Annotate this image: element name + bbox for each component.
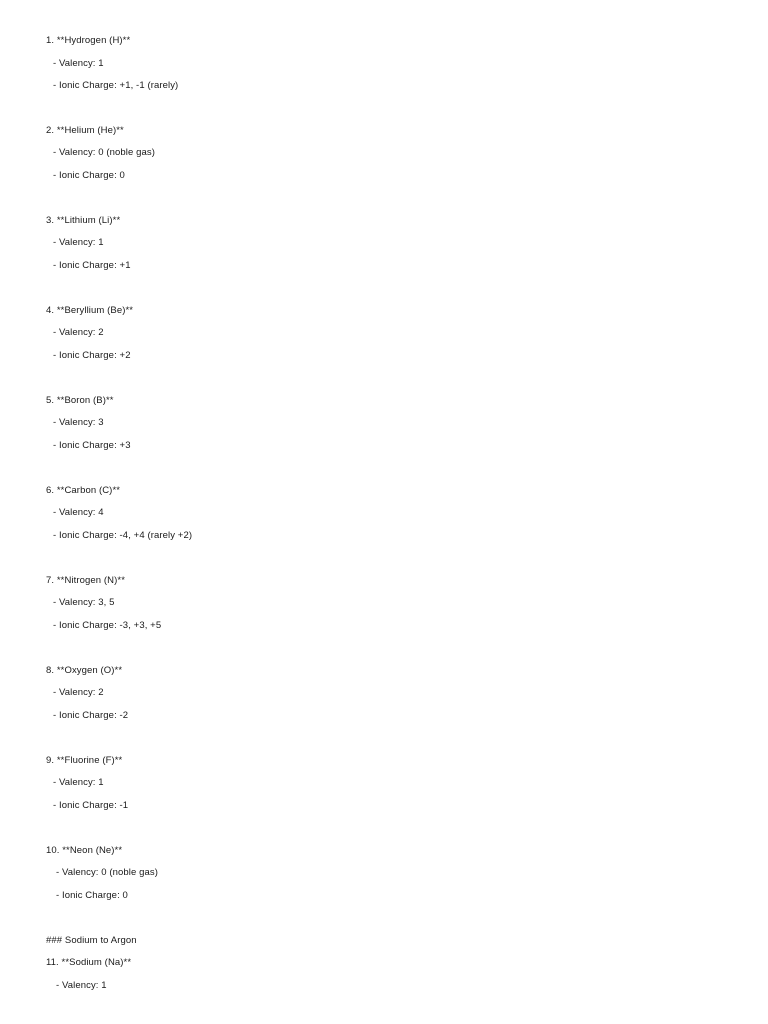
element-heading-carbon: 6. **Carbon (C)**	[46, 485, 121, 496]
valency-line: - Valency: 4	[53, 507, 104, 518]
element-heading-lithium: 3. **Lithium (Li)**	[46, 215, 121, 226]
section-heading: ### Sodium to Argon	[46, 935, 137, 946]
valency-line: - Valency: 1	[53, 58, 104, 69]
ionic-charge-line: - Ionic Charge: -4, +4 (rarely +2)	[53, 530, 193, 541]
valency-line: - Valency: 1	[56, 980, 107, 991]
ionic-charge-line: - Ionic Charge: -1	[53, 800, 129, 811]
valency-line: - Valency: 0 (noble gas)	[56, 867, 159, 878]
valency-line: - Valency: 0 (noble gas)	[53, 147, 156, 158]
ionic-charge-line: - Ionic Charge: 0	[56, 890, 128, 901]
valency-line: - Valency: 1	[53, 777, 104, 788]
valency-line: - Valency: 3, 5	[53, 597, 115, 608]
element-heading-nitrogen: 7. **Nitrogen (N)**	[46, 575, 125, 586]
ionic-charge-line: - Ionic Charge: +2	[53, 350, 131, 361]
ionic-charge-line: - Ionic Charge: +1	[53, 260, 131, 271]
valency-line: - Valency: 2	[53, 687, 104, 698]
valency-line: - Valency: 1	[53, 237, 104, 248]
ionic-charge-line: - Ionic Charge: -3, +3, +5	[53, 620, 162, 631]
element-heading-fluorine: 9. **Fluorine (F)**	[46, 755, 123, 766]
element-heading-neon: 10. **Neon (Ne)**	[46, 845, 123, 856]
ionic-charge-line: - Ionic Charge: +1, -1 (rarely)	[53, 80, 179, 91]
element-heading-beryllium: 4. **Beryllium (Be)**	[46, 305, 134, 316]
valency-line: - Valency: 2	[53, 327, 104, 338]
ionic-charge-line: - Ionic Charge: 0	[53, 170, 125, 181]
element-heading-helium: 2. **Helium (He)**	[46, 125, 124, 136]
ionic-charge-line: - Ionic Charge: +3	[53, 440, 131, 451]
element-heading-boron: 5. **Boron (B)**	[46, 395, 114, 406]
element-heading-hydrogen: 1. **Hydrogen (H)**	[46, 35, 131, 46]
ionic-charge-line: - Ionic Charge: -2	[53, 710, 129, 721]
valency-line: - Valency: 3	[53, 417, 104, 428]
element-heading-sodium: 11. **Sodium (Na)**	[46, 957, 132, 968]
element-heading-oxygen: 8. **Oxygen (O)**	[46, 665, 123, 676]
